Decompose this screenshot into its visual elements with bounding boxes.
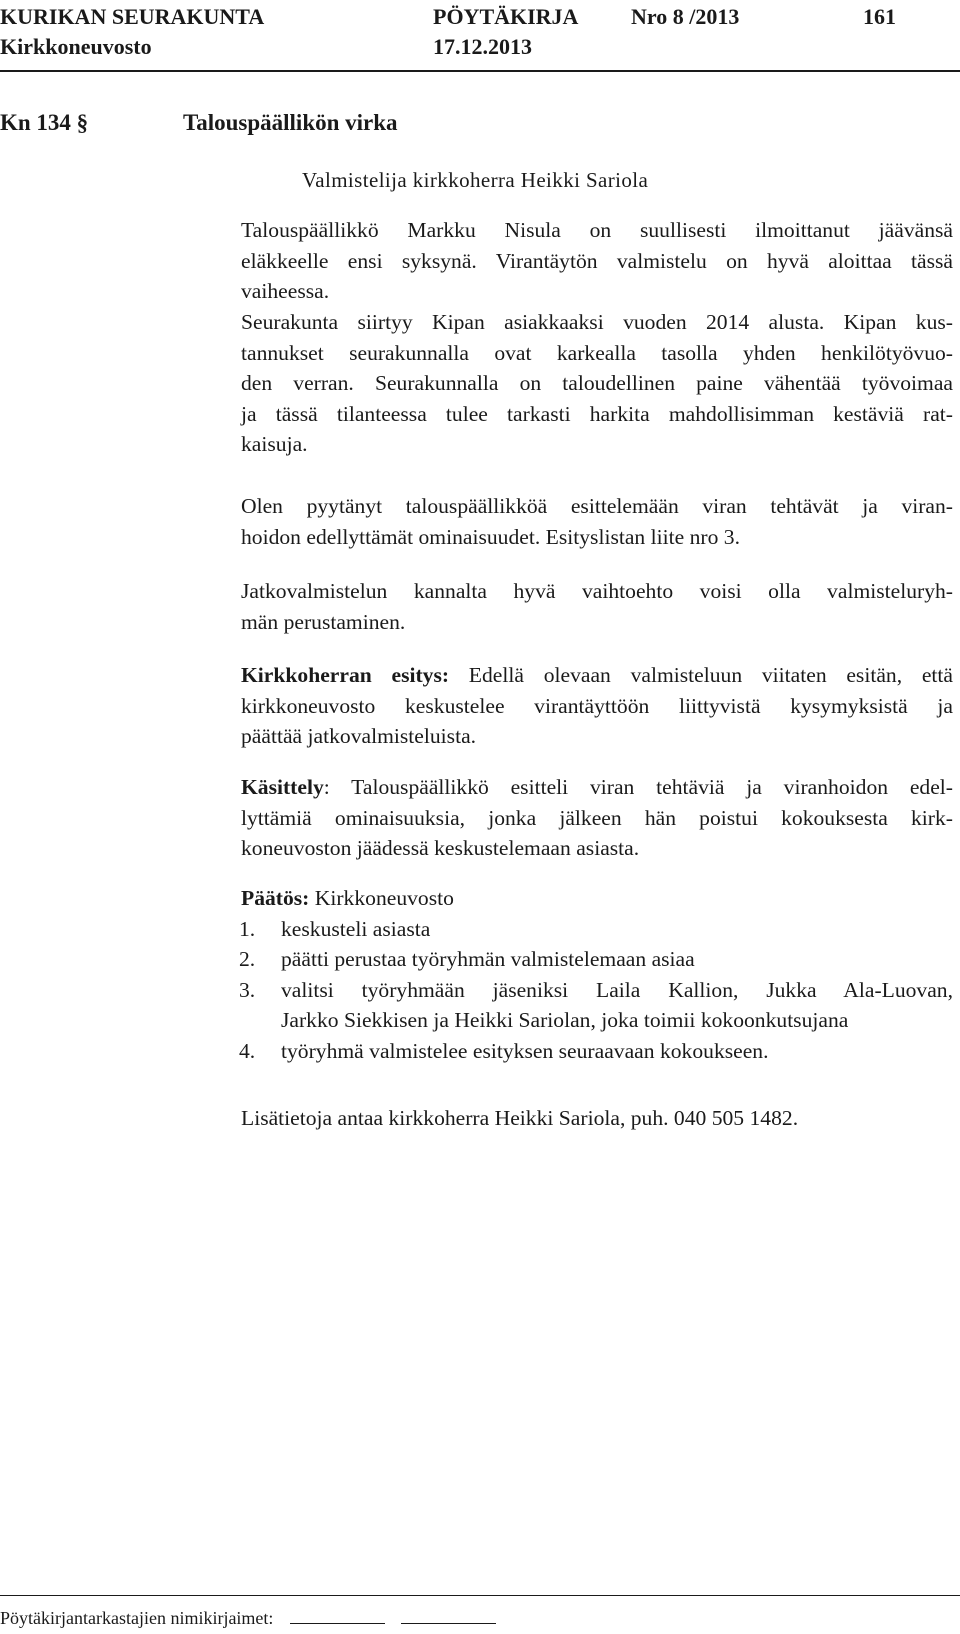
decision-text: Kirkkoneuvosto (309, 886, 454, 910)
text-line: kirkkoneuvosto keskustelee virantäyttöön liittyvistä kysymyksistä ja (241, 693, 953, 718)
decision-block (241, 883, 953, 1066)
paragraph-workgroup (241, 576, 953, 637)
list-item (241, 944, 953, 975)
org-name: KURIKAN SEURAKUNTA (0, 4, 265, 29)
text-line: päättää jatkovalmisteluista. (241, 724, 477, 748)
paragraph-resignation (241, 215, 953, 307)
signature-line (290, 1609, 385, 1624)
text-line: hoidon edellyttämät ominaisuudet. Esityslistan liite nro 3. (241, 524, 740, 549)
section-number: Kn 134 § (0, 110, 89, 135)
text-line: Talouspäällikkö Markku Nisula on suullisesti ilmoittanut jäävänsä (241, 218, 953, 242)
list-text: Jarkko Siekkisen ja Heikki Sariolan, joka toimii kokoonkutsujana (281, 1008, 849, 1032)
footer (0, 1608, 496, 1629)
text-line: män perustaminen. (241, 609, 406, 634)
proposal-paragraph (241, 660, 953, 752)
text-line: kaisuja. (241, 432, 308, 456)
list-text: keskusteli asiasta (281, 916, 431, 941)
meeting-date: 17.12.2013 (433, 34, 532, 59)
signature-line (401, 1609, 496, 1624)
paragraph-request (241, 491, 953, 552)
list-number: 1. (239, 916, 256, 941)
list-item (241, 1036, 953, 1067)
footer-label: Pöytäkirjantarkastajien nimikirjaimet: (0, 1608, 274, 1628)
paragraph-kipa (241, 307, 953, 460)
text-line (241, 660, 953, 691)
text-line: Seurakunta siirtyy Kipan asiakkaaksi vuoden 2014 alusta. Kipan kus- (241, 310, 953, 334)
preparer-line: Valmistelija kirkkoherra Heikki Sariola (302, 168, 649, 192)
list-text: päätti perustaa työryhmän valmistelemaan asiaa (281, 947, 695, 971)
contact-info (241, 1103, 953, 1134)
text-line: vaiheessa. (241, 279, 330, 303)
text-line: koneuvoston jäädessä keskustelemaan asiasta. (241, 836, 640, 860)
list-text: työryhmä valmistelee esityksen seuraavaan kokoukseen. (281, 1038, 769, 1063)
handling-paragraph (241, 772, 953, 864)
text-line: Olen pyytänyt talouspäällikköä esittelemään viran tehtävät ja viran- (241, 494, 953, 518)
text-line: den verran. Seurakunnalla on taloudellinen paine vähentää työvoimaa (241, 371, 953, 395)
list-text: valitsi työryhmään jäseniksi Laila Kallion, Jukka Ala-Luovan, (281, 977, 953, 1002)
text-line: lyttämiä ominaisuuksia, jonka jälkeen hän poistui kokouksesta kirk- (241, 805, 953, 830)
list-item (241, 975, 953, 1036)
text-line (241, 772, 953, 803)
handling-text: : Talouspäällikkö esitteli viran tehtäviä ja viranhoidon edel- (323, 775, 953, 799)
page-number: 161 (863, 4, 896, 29)
list-number: 2. (239, 947, 256, 971)
text-line: Lisätietoja antaa kirkkoherra Heikki Sariola, puh. 040 505 1482. (241, 1106, 799, 1130)
doc-type: PÖYTÄKIRJA (433, 4, 579, 29)
header-rule (0, 70, 960, 72)
text-line: tannukset seurakunnalla ovat karkealla tasolla yhden henkilötyövuo- (241, 340, 953, 365)
handling-label: Käsittely (241, 775, 324, 799)
footer-rule (0, 1595, 960, 1596)
text-line: Jatkovalmistelun kannalta hyvä vaihtoehto voisi olla valmisteluryh- (241, 579, 953, 603)
doc-number: Nro 8 /2013 (631, 4, 740, 29)
list-item (241, 914, 953, 945)
meeting-body: Kirkkoneuvosto (0, 34, 152, 59)
list-number: 3. (239, 977, 256, 1002)
text-line (241, 883, 953, 914)
section-title: Talouspäällikön virka (183, 110, 398, 135)
decision-label: Päätös: (241, 886, 310, 910)
list-number: 4. (239, 1038, 256, 1063)
text-line: eläkkeelle ensi syksynä. Virantäytön valmistelu on hyvä aloittaa tässä (241, 248, 953, 273)
text-line: ja tässä tilanteessa tulee tarkasti harkita mahdollisimman kestäviä rat- (241, 401, 953, 426)
proposal-label: Kirkkoherran esitys: (241, 663, 450, 687)
proposal-text: Edellä olevaan valmisteluun viitaten esitän, että (449, 663, 954, 687)
